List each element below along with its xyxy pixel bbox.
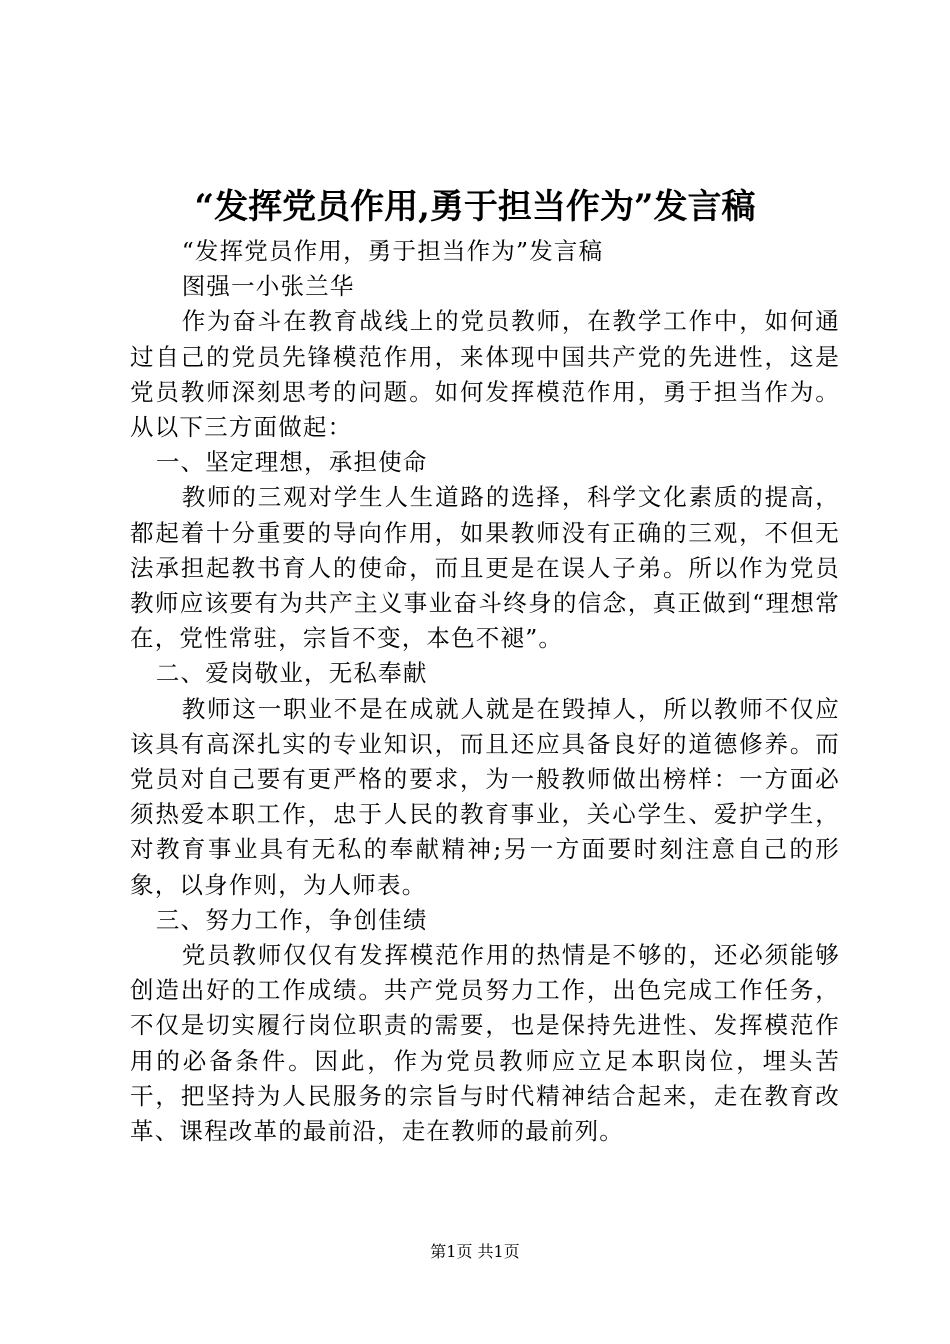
document-title: “发挥党员作用,勇于担当作为”发言稿 [194,187,756,227]
document-subtitle: “发挥党员作用，勇于担当作为”发言稿 [181,237,604,265]
intro-paragraph: 作为奋斗在教育战线上的党员教师，在教学工作中，如何通过自己的党员先锋模范作用，来体现中国共产党的先进性，这是党员教师深刻思考的问题。如何发挥模范作用，勇于担当作为。从以下三方面做起： [130,307,840,442]
document-author: 图强一小张兰华 [181,272,355,301]
section-paragraph-2: 教师这一职业不是在成就人就是在毁掉人，所以教师不仅应该具有高深扎实的专业知识，而且还应具备良好的道德修养。而党员对自己要有更严格的要求，为一般教师做出榜样：一方面必须热爱本职工作，忠于人民的教育事业，关心学生、爱护学生，对教育事业具有无私的奉献精神;另一方面要时刻注意自己的形象，以身作则，为人师表。 [130,694,840,899]
document-body [130,234,840,1149]
section-heading-2: 二、爱岗敬业，无私奉献 [155,659,428,688]
section-paragraph-3: 党员教师仅仅有发挥模范作用的热情是不够的，还必须能够创造出好的工作成绩。共产党员努力工作，出色完成工作任务，不仅是切实履行岗位职责的需要，也是保持先进性、发挥模范作用的必备条件。因此，作为党员教师应立足本职岗位，埋头苦干，把坚持为人民服务的宗旨与时代精神结合起来，走在教育改革、课程改革的最前沿，走在教师的最前列。 [130,941,840,1146]
section-heading-3: 三、努力工作，争创佳绩 [155,905,428,934]
section-paragraph-1: 教师的三观对学生人生道路的选择，科学文化素质的提高，都起着十分重要的导向作用，如果教师没有正确的三观，不但无法承担起教书育人的使命，而且更是在误人子弟。所以作为党员教师应该要有为共产主义事业奋斗终身的信念，真正做到“理想常在，党性常驻，宗旨不变，本色不褪”。 [130,483,840,653]
page-footer: 第1页 共1页 [430,1242,520,1261]
section-heading-1: 一、坚定理想，承担使命 [155,448,428,477]
